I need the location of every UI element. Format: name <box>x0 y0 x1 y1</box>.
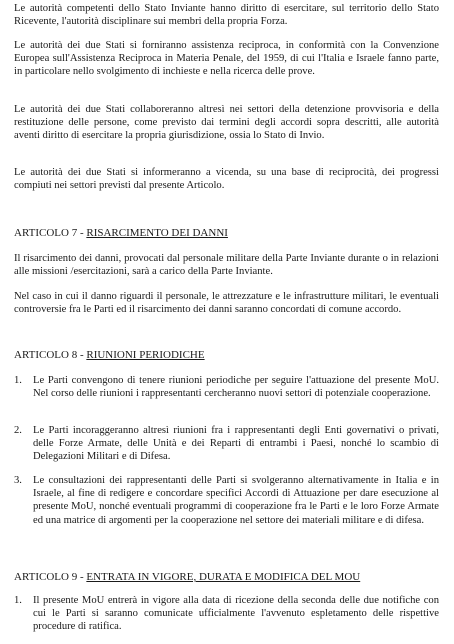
article-8-title: RIUNIONI PERIODICHE <box>86 349 205 361</box>
article-7-title: RISARCIMENTO DEI DANNI <box>86 227 228 239</box>
paragraph-detention-cooperation: Le autorità dei due Stati collaboreranno altresì nei settori della detenzione provvisoria e della restituzione delle persone, come previsto dai termini degli accordi sopra descritti, alle autorità aventi diritto di esercitare la propria giurisdizione, ossia lo Stato di Invio. <box>14 104 439 142</box>
article-7-prefix: ARTICOLO 7 - <box>14 227 87 239</box>
article-9-item-1: Il presente MoU entrerà in vigore alla data di ricezione della seconda delle due notifiche con cui le Parti si saranno comunicate ufficialmente l'avvenuto espletamento delle rispettive procedure di ratifica. <box>33 595 439 633</box>
article-7-paragraph-1: Il risarcimento dei danni, provocati dal personale militare della Parte Inviante durante o in relazioni alle missioni /esercitazioni, sarà a carico della Parte Inviante. <box>14 253 439 278</box>
article-9-prefix: ARTICOLO 9 - <box>14 571 87 583</box>
article-8-item-2: Le Parti incoraggeranno altresì riunioni fra i rappresentanti degli Enti governativi o privati, delle Forze Armate, delle Unità e dei Reparti di entrambi i Paesi, nonché lo scambio di Delegazioni Militari e di Difesa. <box>33 425 439 463</box>
article-7-paragraph-2: Nel caso in cui il danno riguardi il personale, le attrezzature e le infrastrutture militari, le eventuali controversie fra le Parti ed il risarcimento dei danni saranno concordati di comune accordo. <box>14 291 439 316</box>
article-8-item-2-number: 2. <box>14 425 22 436</box>
article-9-title: ENTRATA IN VIGORE, DURATA E MODIFICA DEL MOU <box>86 571 361 583</box>
paragraph-disciplinary-authority: Le autorità competenti dello Stato Inviante hanno diritto di esercitare, sul territorio dello Stato Ricevente, l'autorità disciplinare sui membri della propria Forza. <box>14 3 439 28</box>
paragraph-reciprocal-information: Le autorità dei due Stati si informeranno a vicenda, su una base di reciprocità, dei progressi compiuti nei settori previsti dal presente Articolo. <box>14 167 439 192</box>
article-8-item-1-number: 1. <box>14 375 22 386</box>
article-9-item-1-number: 1. <box>14 595 22 606</box>
article-9-heading <box>14 571 360 584</box>
article-7-heading <box>14 227 228 240</box>
article-8-item-3: Le consultazioni dei rappresentanti delle Parti si svolgeranno alternativamente in Italia e in Israele, al fine di redigere e concordare specifici Accordi di Attuazione per dare esecuzione al presente MoU, nonché eventuali programmi di cooperazione fra le Parti e le loro Forze Armate ed una matrice di argomenti per la cooperazione nel settore dei materiali militare e di difesa. <box>33 475 439 526</box>
article-8-item-3-number: 3. <box>14 475 22 486</box>
paragraph-mutual-assistance: Le autorità dei due Stati si forniranno assistenza reciproca, in conformità con la Convenzione Europea sull'Assistenza Reciproca in Materia Penale, del 1959, di cui l'Italia e Israele fanno parte, in particolare nello svolgimento di inchieste e nella ricerca delle prove. <box>14 40 439 78</box>
article-8-item-1: Le Parti convengono di tenere riunioni periodiche per seguire l'attuazione del presente MoU. Nel corso delle riunioni i rappresentanti cercheranno nuovi settori di potenziale cooperazione. <box>33 375 439 400</box>
article-8-heading <box>14 349 205 362</box>
article-8-prefix: ARTICOLO 8 - <box>14 349 87 361</box>
